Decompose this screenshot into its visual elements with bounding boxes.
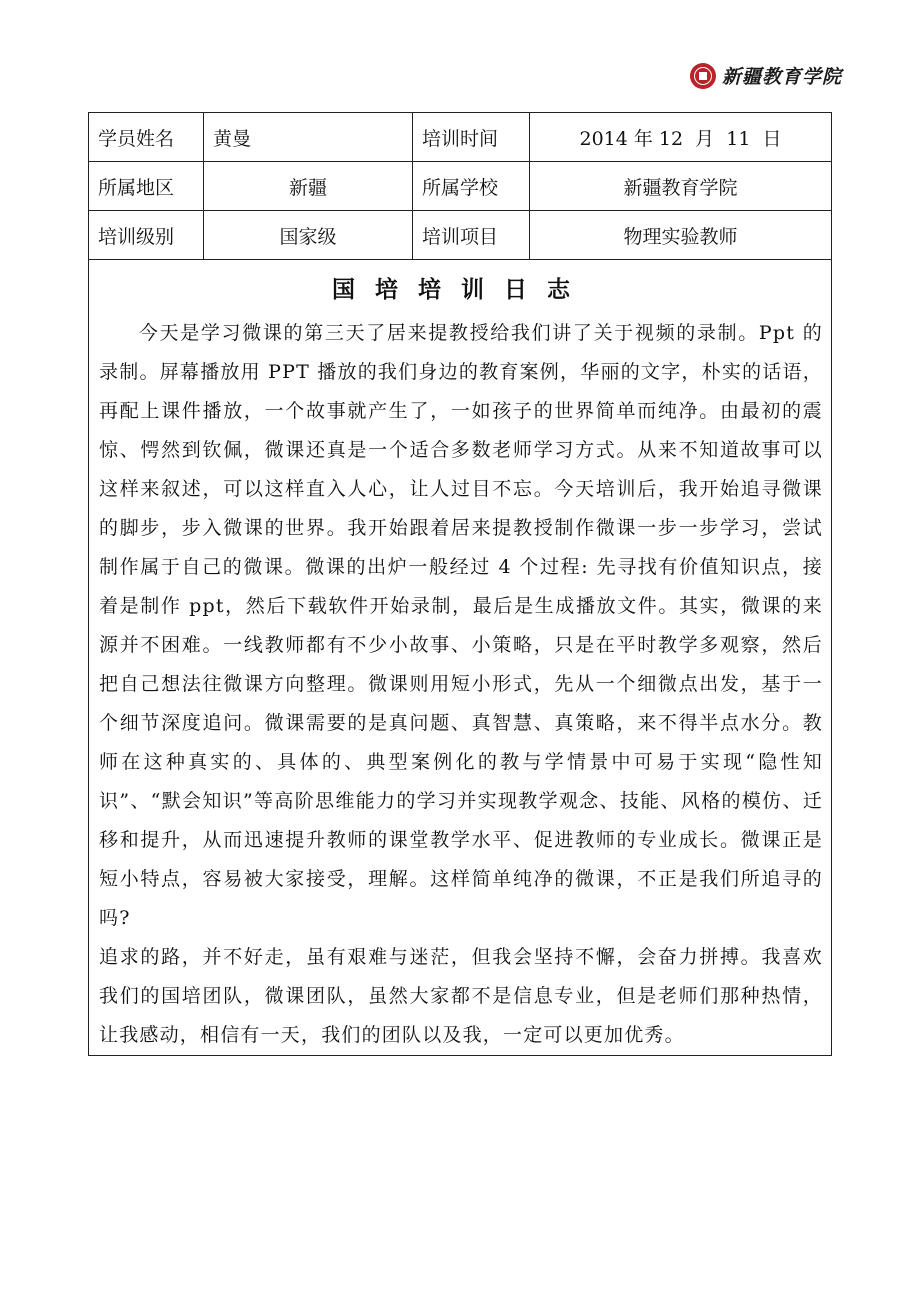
journal-cell	[89, 260, 832, 1056]
journal-paragraph-2: 追求的路，并不好走，虽有艰难与迷茫，但我会坚持不懈，会奋力拼搏。我喜欢我们的国培团队，微课团队，虽然大家都不是信息专业，但是老师们那种热情，让我感动，相信有一天，我们的团队以及我，一定可以更加优秀。	[99, 946, 823, 1046]
form-row-region	[89, 162, 832, 211]
college-logo-text: 新疆教育学院	[721, 66, 842, 88]
level-label: 培训级别	[89, 211, 204, 260]
school-label: 所属学校	[413, 162, 530, 211]
form-row-level	[89, 211, 832, 260]
journal-title: 国培培训日志	[332, 276, 590, 303]
training-date-label: 培训时间	[413, 113, 530, 162]
region-label: 所属地区	[89, 162, 204, 211]
journal-paragraph-1: 今天是学习微课的第三天了居来提教授给我们讲了关于视频的录制。Ppt 的录制。屏幕播放用 PPT 播放的我们身边的教育案例，华丽的文字，朴实的话语，再配上课件播放，一个故事就产生了，一如孩子的世界简单而纯净。由最初的震惊、愕然到钦佩，微课还真是一个适合多数老师学习方式。从来不知道故事可以这样来叙述，可以这样直入人心，让人过目不忘。今天培训后，我开始追寻微课的脚步，步入微课的世界。我开始跟着居来提教授制作微课一步一步学习，尝试制作属于自己的微课。微课的出炉一般经过 4 个过程: 先寻找有价值知识点，接着是制作 ppt，然后下载软件开始录制，最后是生成播放文件。其实，微课的来源并不困难。一线教师都有不少小故事、小策略，只是在平时教学多观察，然后把自己想法往微课方向整理。微课则用短小形式，先从一个细微点出发，基于一个细节深度追问。微课需要的是真问题、真智慧、真策略，来不得半点水分。教师在这种真实的、具体的、典型案例化的教与学情景中可易于实现“隐性知识”、“默会知识”等高阶思维能力的学习并实现教学观念、技能、风格的模仿、迁移和提升，从而迅速提升教师的课堂教学水平、促进教师的专业成长。微课正是短小特点，容易被大家接受，理解。这样简单纯净的微课，不正是我们所追寻的吗?	[99, 322, 823, 929]
project-label: 培训项目	[413, 211, 530, 260]
region-value: 新疆	[204, 162, 413, 211]
training-date-value: 2014 年 12 月 11 日	[530, 113, 832, 162]
school-value: 新疆教育学院	[530, 162, 832, 211]
student-name-label: 学员姓名	[89, 113, 204, 162]
training-journal-form	[88, 112, 832, 1056]
student-name-value: 黄曼	[204, 113, 413, 162]
level-value: 国家级	[204, 211, 413, 260]
college-logo	[690, 62, 842, 89]
project-value: 物理实验教师	[530, 211, 832, 260]
college-seal-icon	[690, 63, 716, 89]
form-row-student	[89, 113, 832, 162]
form-row-journal	[89, 260, 832, 1056]
